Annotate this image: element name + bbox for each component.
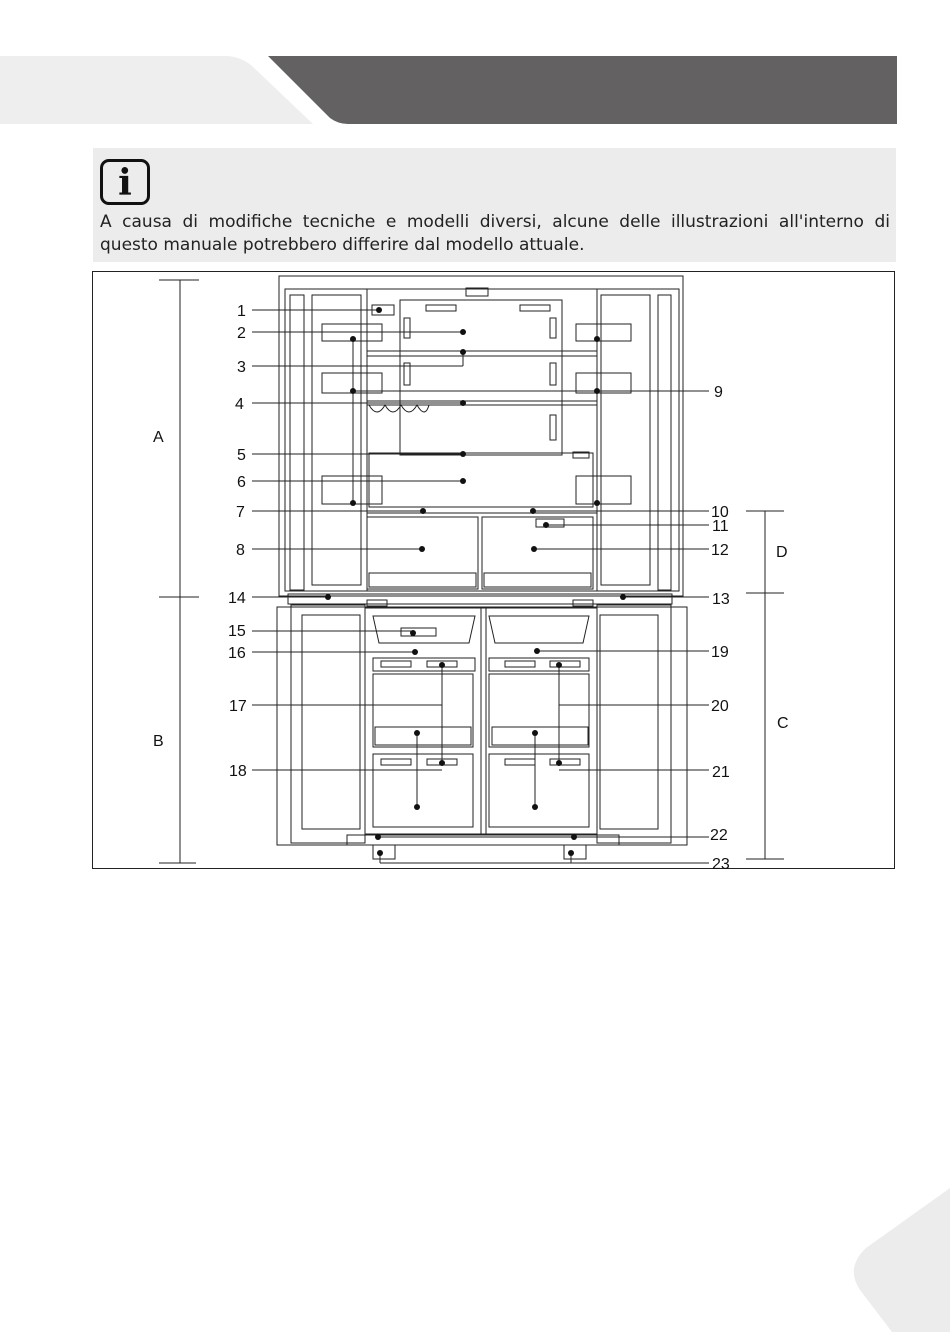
info-icon-glyph: i xyxy=(118,162,132,204)
callout-12: 12 xyxy=(711,542,729,559)
fridge-diagram xyxy=(93,272,896,870)
drawer-right xyxy=(482,517,593,589)
callout-22: 22 xyxy=(710,827,728,844)
foot-left xyxy=(373,845,395,859)
callout-7: 7 xyxy=(236,504,245,521)
callout-15: 15 xyxy=(228,623,246,640)
callout-5: 5 xyxy=(237,447,246,464)
freezer-door-right xyxy=(597,605,671,843)
page-header-band xyxy=(0,0,950,130)
fridge-diagram-frame xyxy=(92,271,895,869)
freezer-cabinet xyxy=(277,607,687,845)
foot-right xyxy=(564,845,586,859)
callout-2: 2 xyxy=(237,325,246,342)
callout-10: 10 xyxy=(711,504,729,521)
header-left-tab xyxy=(0,56,313,124)
right-fridge-door xyxy=(597,289,679,591)
callout-14: 14 xyxy=(228,590,246,607)
callout-4: 4 xyxy=(235,396,244,413)
callout-1: 1 xyxy=(237,303,246,320)
header-right-band xyxy=(268,56,897,124)
callout-23: 23 xyxy=(712,856,730,870)
info-icon xyxy=(100,159,150,205)
callout-16: 16 xyxy=(228,645,246,662)
callout-20: 20 xyxy=(711,698,729,715)
callout-13: 13 xyxy=(712,591,730,608)
zone-label-b: B xyxy=(153,733,164,750)
callout-8: 8 xyxy=(236,542,245,559)
callout-11: 11 xyxy=(712,518,729,535)
callout-6: 6 xyxy=(237,474,246,491)
zone-label-c: C xyxy=(777,715,789,732)
notice-text: A causa di modifiche tecniche e modelli diversi, alcune delle illustrazioni all'interno di questo manuale potrebbero differire dal modello attuale. xyxy=(100,212,890,255)
drawer-left xyxy=(367,517,478,589)
callout-21: 21 xyxy=(712,764,730,781)
zone-label-d: D xyxy=(776,544,788,561)
left-fridge-door xyxy=(285,289,367,591)
callout-19: 19 xyxy=(711,644,729,661)
callout-17: 17 xyxy=(229,698,247,715)
callout-9: 9 xyxy=(714,384,723,401)
callout-18: 18 xyxy=(229,763,247,780)
zone-label-a: A xyxy=(153,429,164,446)
info-notice xyxy=(93,148,896,262)
callout-3: 3 xyxy=(237,359,246,376)
